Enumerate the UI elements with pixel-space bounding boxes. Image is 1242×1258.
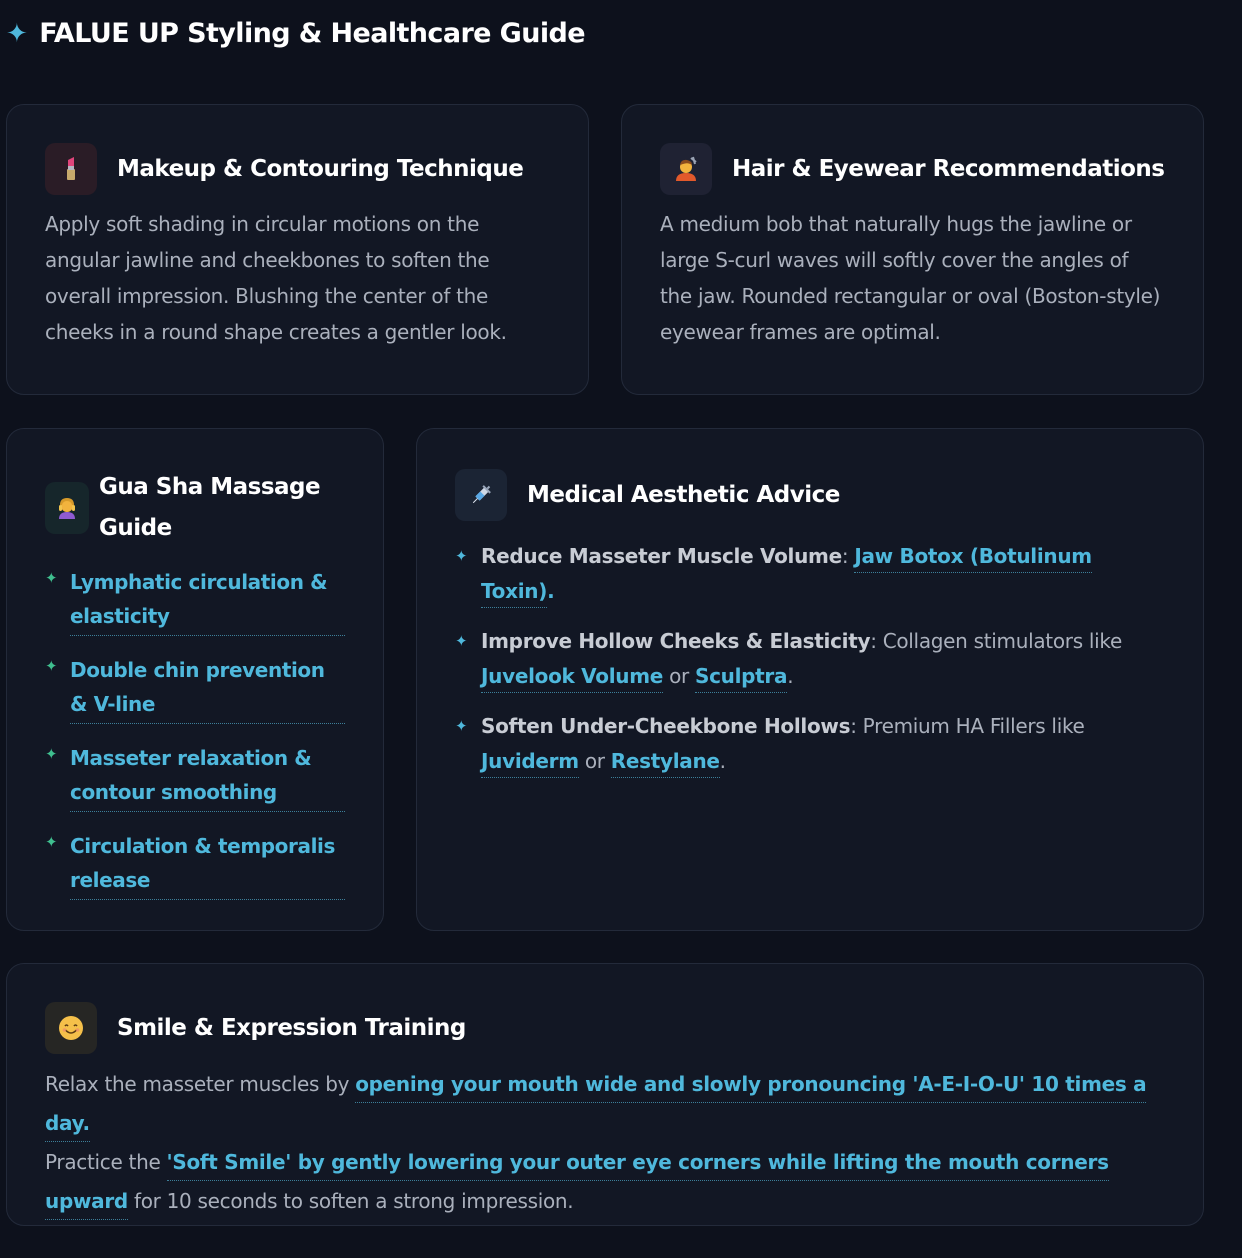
- list-item: [45, 741, 345, 812]
- page-header: [6, 18, 585, 49]
- hair-card-header: [660, 143, 1165, 195]
- advice-period: .: [547, 579, 555, 603]
- smile-card-title: Smile & Expression Training: [117, 1014, 466, 1041]
- makeup-card-header: [45, 143, 550, 195]
- makeup-card-title: Makeup & Contouring Technique: [117, 155, 524, 182]
- list-item: [45, 565, 345, 636]
- sparkle-bullet-icon: ✦: [45, 657, 58, 675]
- guasha-card-header: [45, 467, 345, 549]
- guasha-card-title: Gua Sha Massage Guide: [99, 474, 321, 541]
- smiling-face-icon: [45, 1002, 97, 1054]
- advice-period: .: [719, 749, 726, 773]
- juvelook-volume-link[interactable]: Juvelook Volume: [481, 664, 663, 693]
- advice-text: :: [841, 544, 855, 568]
- smile-card: [6, 963, 1204, 1226]
- smile-text-intro: Relax the masseter muscles by: [45, 1072, 356, 1096]
- smile-text-outro: for 10 seconds to soften a strong impression.: [127, 1189, 574, 1213]
- jaw-botox-link[interactable]: Jaw Botox (Botulinum Toxin): [481, 544, 1092, 608]
- restylane-link[interactable]: Restylane: [611, 749, 720, 778]
- sparkle-icon: ✦: [6, 18, 28, 49]
- medical-card-title: Medical Aesthetic Advice: [527, 481, 840, 508]
- sparkle-bullet-icon: ✦: [45, 745, 58, 763]
- hair-card-title: Hair & Eyewear Recommendations: [732, 155, 1165, 182]
- medical-card: [416, 428, 1204, 931]
- medical-list: [455, 539, 1165, 779]
- advice-conjunction: or: [663, 664, 695, 688]
- smile-text-practice: Practice the: [45, 1150, 167, 1174]
- sparkle-bullet-icon: ✦: [455, 547, 468, 565]
- advice-label: Improve Hollow Cheeks & Elasticity: [481, 629, 871, 653]
- guasha-link-masseter[interactable]: Masseter relaxation & contour smoothing: [70, 741, 345, 812]
- sparkle-bullet-icon: ✦: [45, 569, 58, 587]
- guasha-card: [6, 428, 384, 931]
- list-item: [455, 709, 1165, 779]
- list-item: [45, 653, 345, 724]
- sparkle-bullet-icon: ✦: [45, 833, 58, 851]
- makeup-card-text: Apply soft shading in circular motions on the angular jawline and cheekbones to soften the overall impression. Blushing the center of the cheeks in a round shape creates a gentler look.: [45, 212, 507, 344]
- page-title: FALUE UP Styling & Healthcare Guide: [39, 18, 585, 49]
- sparkle-bullet-icon: ✦: [455, 632, 468, 650]
- advice-label: Reduce Masseter Muscle Volume: [481, 544, 842, 568]
- face-massage-icon: [45, 482, 89, 534]
- list-item: [455, 624, 1165, 694]
- guasha-list: [45, 565, 345, 900]
- guasha-link-double-chin[interactable]: Double chin prevention & V-line: [70, 653, 345, 724]
- advice-conjunction: or: [578, 749, 611, 773]
- haircut-person-icon: [660, 143, 712, 195]
- hair-card-text: A medium bob that naturally hugs the jawline or large S-curl waves will softly cover the angles of the jaw. Rounded rectangular or oval (Boston-style) eyewear frames are optimal.: [660, 212, 1161, 344]
- soft-smile-link[interactable]: 'Soft Smile' by gently lowering your outer eye corners while lifting the mouth corners upward: [45, 1150, 1109, 1220]
- lipstick-icon: [45, 143, 97, 195]
- hair-card: [621, 104, 1204, 395]
- guasha-link-lymphatic[interactable]: Lymphatic circulation & elasticity: [70, 565, 345, 636]
- aeiou-exercise-link[interactable]: opening your mouth wide and slowly pronouncing 'A-E-I-O-U' 10 times a day.: [45, 1072, 1146, 1142]
- sparkle-bullet-icon: ✦: [455, 717, 468, 735]
- smile-card-header: [45, 1002, 1165, 1054]
- list-item: [45, 829, 345, 900]
- advice-period: .: [787, 664, 794, 688]
- medical-card-header: [455, 469, 1165, 521]
- list-item: [455, 539, 1165, 609]
- advice-text: : Collagen stimulators like: [870, 629, 1122, 653]
- makeup-card: [6, 104, 589, 395]
- juviderm-link[interactable]: Juviderm: [481, 749, 579, 778]
- advice-label: Soften Under-Cheekbone Hollows: [481, 714, 851, 738]
- guasha-link-temporalis[interactable]: Circulation & temporalis release: [70, 829, 345, 900]
- smile-card-text: [45, 1065, 1165, 1221]
- sculptra-link[interactable]: Sculptra: [695, 664, 787, 693]
- syringe-icon: [455, 469, 507, 521]
- advice-text: : Premium HA Fillers like: [850, 714, 1085, 738]
